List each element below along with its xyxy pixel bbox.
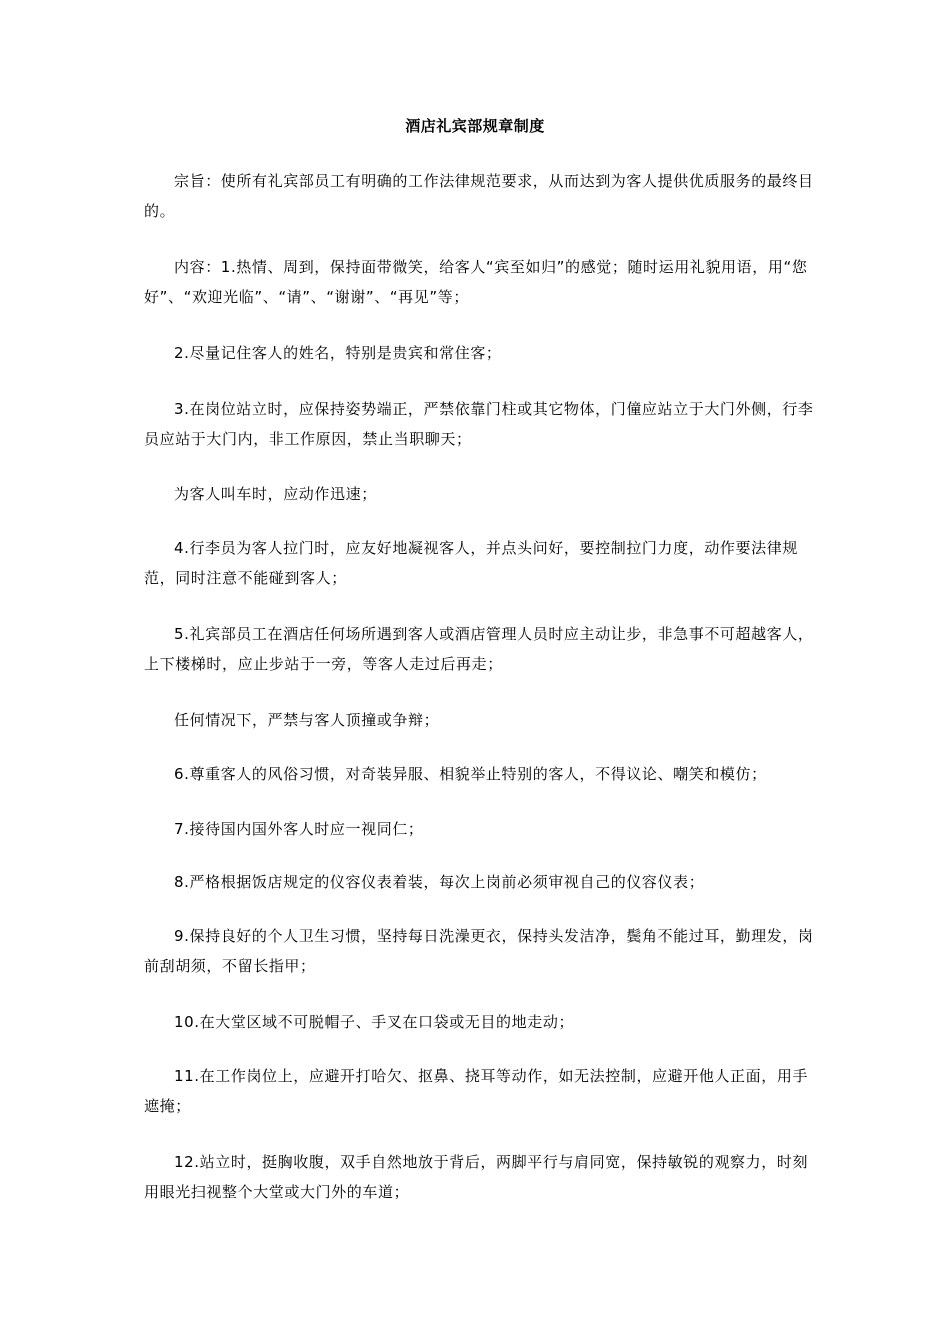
paragraph-9: 9.保持良好的个人卫生习惯，坚持每日洗澡更衣，保持头发洁净，鬓角不能过耳，勤理发，岗前刮胡须，不留长指甲； (144, 927, 814, 975)
paragraph-3-note: 为客人叫车时，应动作迅速； (174, 485, 377, 503)
paragraph-purpose: 宗旨：使所有礼宾部员工有明确的工作法律规范要求，从而达到为客人提供优质服务的最终目的。 (144, 172, 814, 220)
paragraph-8: 8.严格根据饭店规定的仪容仪表着装，每次上岗前必须审视自己的仪容仪表； (174, 873, 705, 891)
paragraph-5-note: 任何情况下，严禁与客人顶撞或争辩； (174, 711, 440, 729)
paragraph-4: 4.行李员为客人拉门时，应友好地凝视客人，并点头问好，要控制拉门力度，动作要法律规范，同时注意不能碰到客人； (144, 539, 798, 587)
paragraph-12: 12.站立时，挺胸收腹，双手自然地放于背后，两脚平行与肩同宽，保持敏锐的观察力，时刻用眼光扫视整个大堂或大门外的车道； (144, 1153, 809, 1201)
paragraph-2: 2.尽量记住客人的姓名，特别是贵宾和常住客； (174, 344, 502, 362)
paragraph-3: 3.在岗位站立时，应保持姿势端正，严禁依靠门柱或其它物体，门僮应站立于大门外侧，行李员应站于大门内，非工作原因，禁止当职聊天； (144, 400, 814, 448)
paragraph-content-1: 内容：1.热情、周到，保持面带微笑，给客人“宾至如归”的感觉；随时运用礼貌用语，用“您好”、“欢迎光临”、“请”、“谢谢”、“再见”等； (144, 258, 808, 306)
paragraph-5: 5.礼宾部员工在酒店任何场所遇到客人或酒店管理人员时应主动让步，非急事不可超越客人，上下楼梯时，应止步站于一旁，等客人走过后再走； (144, 625, 814, 673)
document-title: 酒店礼宾部规章制度 (405, 117, 545, 135)
paragraph-10: 10.在大堂区域不可脱帽子、手叉在口袋或无目的地走动； (174, 1013, 575, 1031)
paragraph-7: 7.接待国内国外客人时应一视同仁； (174, 820, 424, 838)
paragraph-6: 6.尊重客人的风俗习惯，对奇装异服、相貌举止特别的客人，不得议论、嘲笑和模仿； (174, 765, 767, 783)
paragraph-11: 11.在工作岗位上，应避开打哈欠、抠鼻、挠耳等动作，如无法控制，应避开他人正面，用手遮掩； (144, 1067, 809, 1115)
